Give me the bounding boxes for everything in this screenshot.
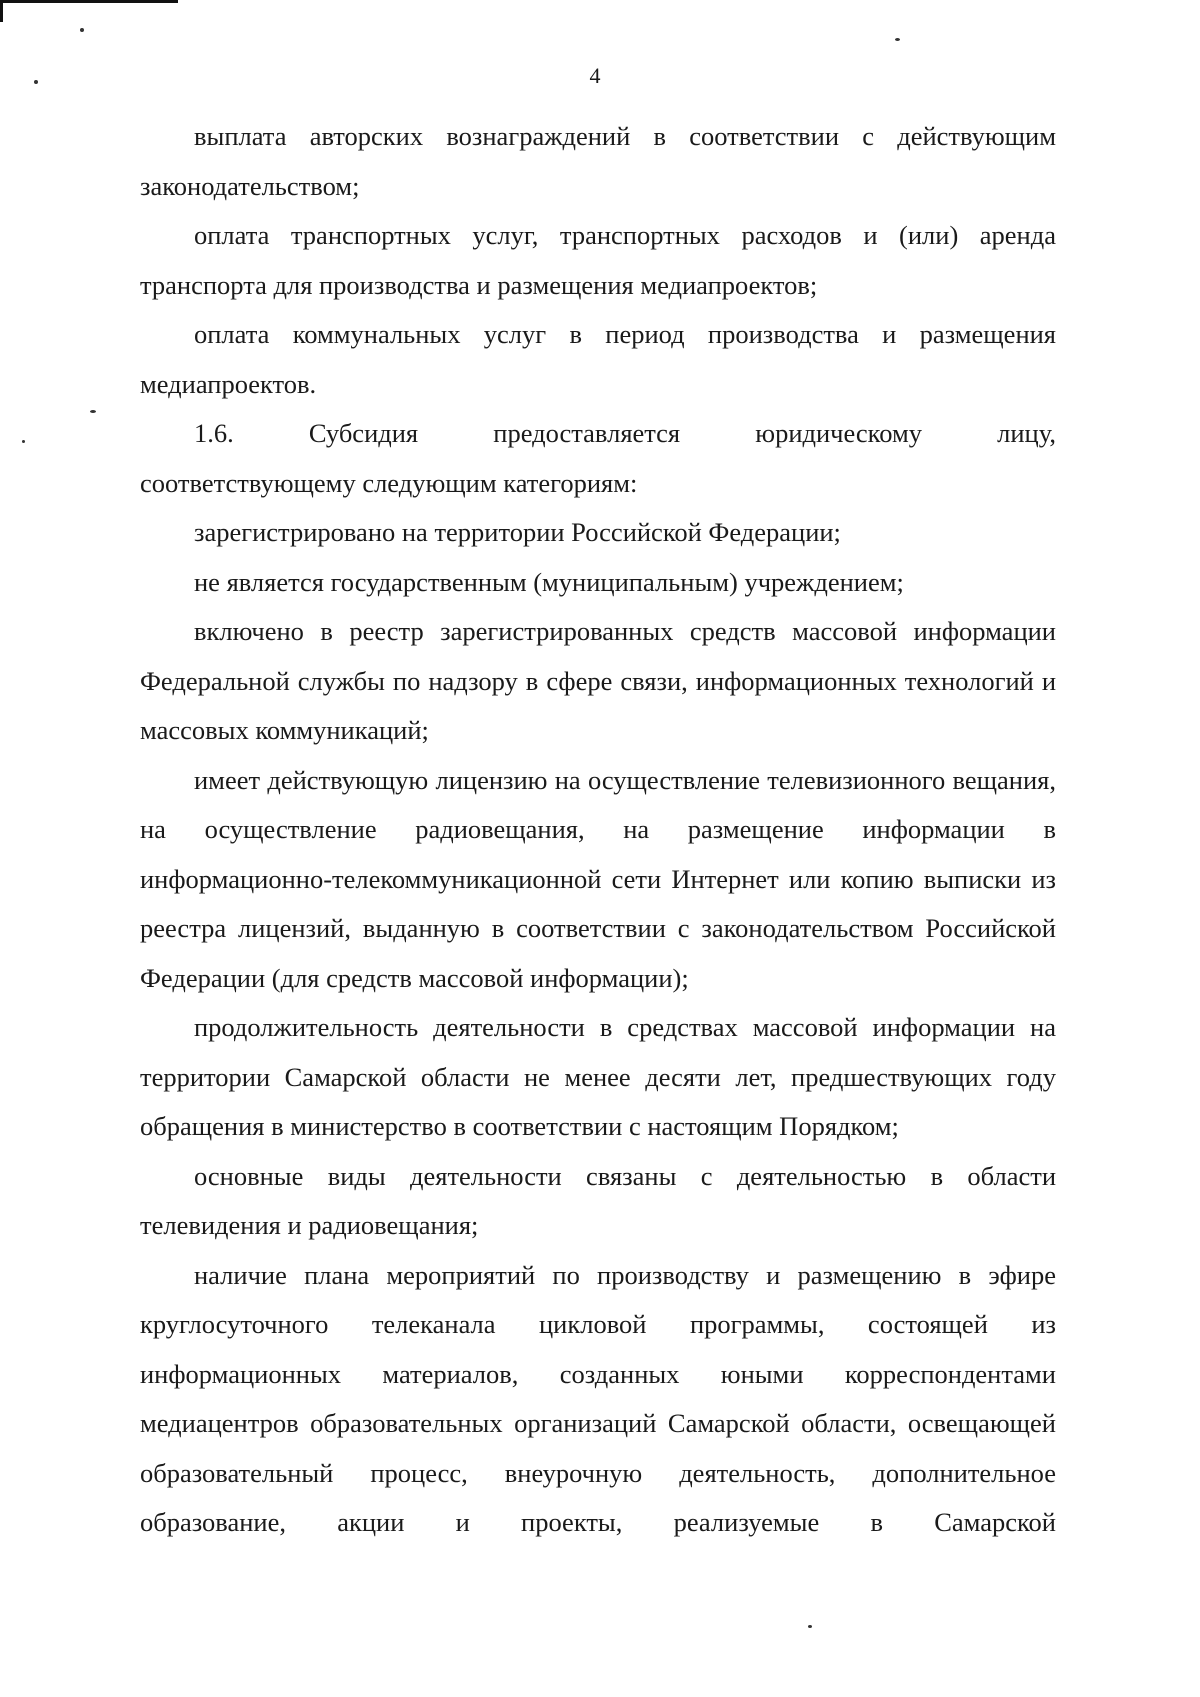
scan-speck bbox=[808, 1625, 812, 1628]
scan-speck bbox=[22, 440, 25, 443]
clause-word: лицу, bbox=[997, 418, 1056, 448]
clause-1-6 bbox=[140, 409, 1056, 508]
scan-edge-top bbox=[0, 0, 178, 3]
criterion-item: зарегистрировано на территории Российской Федерации; bbox=[194, 517, 841, 547]
scan-speck bbox=[895, 38, 900, 41]
clause-1-6-first-line bbox=[140, 409, 1056, 459]
clause-word: юридическому bbox=[755, 418, 922, 448]
paragraph: оплата транспортных услуг, транспортных расходов и (или) аренда транспорта для производства и размещения медиапроектов; bbox=[140, 220, 1056, 300]
document-body bbox=[140, 112, 1056, 1548]
scan-speck bbox=[90, 410, 96, 413]
clause-word: предоставляется bbox=[493, 418, 681, 448]
page-number: 4 bbox=[589, 63, 601, 88]
paragraph: выплата авторских вознаграждений в соответствии с действующим законодательством; bbox=[140, 121, 1056, 201]
criterion-item: наличие плана мероприятий по производству и размещению в эфире круглосуточного телеканала цикловой программы, состоящей из информационных материалов, созданных юными корреспондентами медиацентров образовательных организаций Самарской области, освещающей образовательный процесс, внеурочную деятельность, дополнительное образование, акции и проекты, реализуемые в Самарской bbox=[140, 1259, 1056, 1537]
clause-1-6-continuation: соответствующему следующим категориям: bbox=[140, 467, 638, 498]
paragraph: оплата коммунальных услуг в период производства и размещения медиапроектов. bbox=[140, 319, 1056, 399]
scan-speck bbox=[80, 28, 84, 32]
criterion-item: включено в реестр зарегистрированных средств массовой информации Федеральной службы по надзору в сфере связи, информационных технологий и массовых коммуникаций; bbox=[140, 616, 1056, 745]
scan-edge-left bbox=[0, 0, 3, 22]
clause-word: Субсидия bbox=[308, 418, 419, 448]
criterion-item: продолжительность деятельности в средствах массовой информации на территории Самарской области не менее десяти лет, предшествующих году обращения в министерство в соответствии с настоящим Порядком; bbox=[140, 1012, 1056, 1141]
criterion-item: имеет действующую лицензию на осуществление телевизионного вещания, на осуществление радиовещания, на размещение информации в информационно-телекоммуникационной сети Интернет или копию выписки из реестра лицензий, выданную в соответствии с законодательством Российской Федерации (для средств массовой информации); bbox=[140, 764, 1056, 993]
clause-number: 1.6. bbox=[194, 418, 234, 448]
criterion-item: не является государственным (муниципальным) учреждением; bbox=[194, 566, 904, 597]
criterion-item: основные виды деятельности связаны с деятельностью в области телевидения и радиовещания; bbox=[140, 1160, 1056, 1240]
